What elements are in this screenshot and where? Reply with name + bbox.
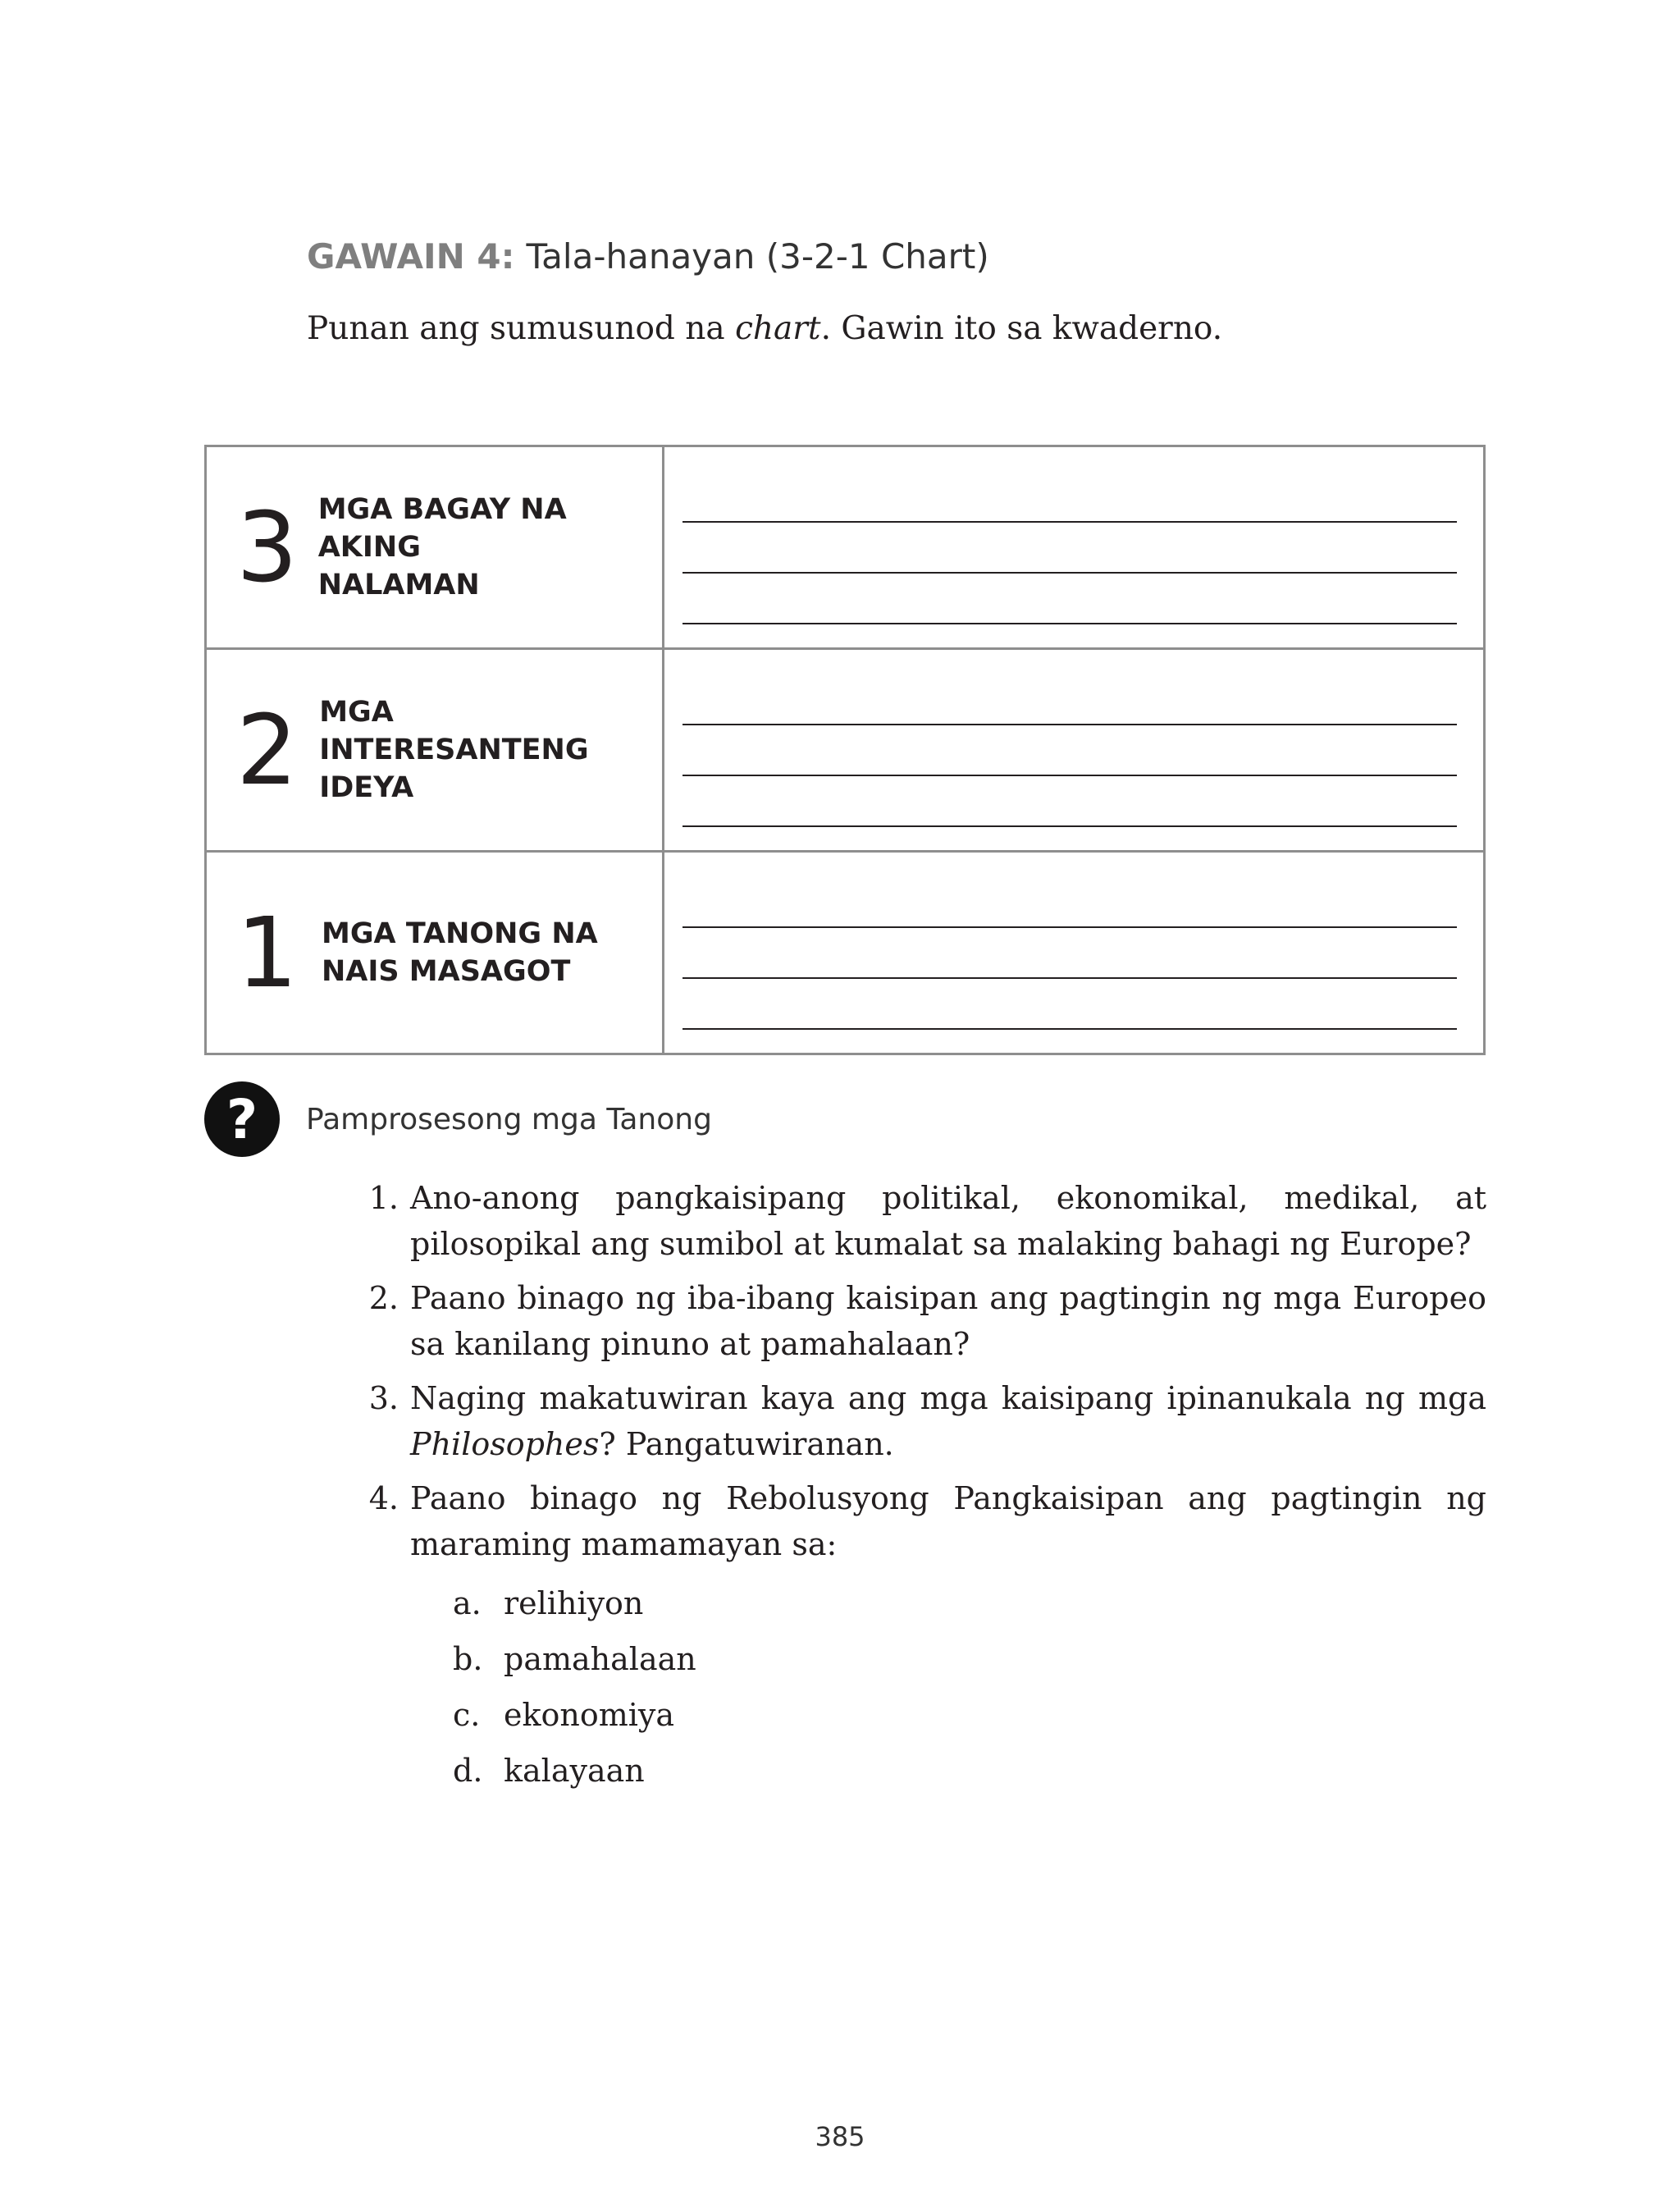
sub-item-letter: a. xyxy=(453,1585,482,1621)
writing-line xyxy=(682,725,1457,776)
instruction-italic: chart xyxy=(735,310,821,347)
chart-row-header xyxy=(206,649,664,852)
sub-item-text: pamahalaan xyxy=(504,1641,696,1677)
sub-item-text: relihiyon xyxy=(504,1585,644,1621)
question-number: 3. xyxy=(368,1380,399,1416)
writing-line xyxy=(682,674,1457,725)
writing-line xyxy=(682,523,1457,574)
row-number: 3 xyxy=(236,491,299,604)
question-number: 2. xyxy=(368,1280,399,1316)
chart-row-header xyxy=(206,446,664,649)
instruction-part: Punan ang sumusunod na xyxy=(307,310,736,347)
writing-line xyxy=(682,928,1457,979)
instruction-text xyxy=(307,310,1222,347)
processing-questions-header xyxy=(204,1081,712,1157)
writing-line xyxy=(682,574,1457,624)
question-text: Ano-anong pangkaisipang politikal, ekonomikal, medikal, at pilosopikal ang sumibol at kumalat sa malaking bahagi ng Europe? xyxy=(410,1180,1486,1262)
row-number: 1 xyxy=(236,896,299,1009)
sub-item xyxy=(453,1687,1486,1743)
question-number: 4. xyxy=(368,1480,399,1516)
sub-item-list xyxy=(453,1575,1486,1799)
chart-row xyxy=(206,446,1485,649)
list-item xyxy=(353,1275,1486,1367)
chart-row xyxy=(206,649,1485,852)
activity-heading xyxy=(307,236,989,277)
list-item xyxy=(353,1175,1486,1267)
chart-row xyxy=(206,852,1485,1054)
page-number: 385 xyxy=(815,2121,865,2152)
processing-questions-label: Pamprosesong mga Tanong xyxy=(306,1102,712,1136)
question-number: 1. xyxy=(368,1180,399,1216)
writing-line xyxy=(682,776,1457,827)
writing-line xyxy=(682,472,1457,523)
question-list xyxy=(353,1175,1486,1799)
list-item xyxy=(353,1375,1486,1467)
sub-item-letter: b. xyxy=(453,1641,483,1677)
activity-title: Tala-hanayan (3-2-1 Chart) xyxy=(526,236,989,277)
sub-item-text: kalayaan xyxy=(504,1753,645,1789)
row-label: MGA INTERESANTENG IDEYA xyxy=(319,696,589,804)
sub-item-letter: c. xyxy=(453,1697,481,1733)
writing-area xyxy=(664,852,1485,1054)
three-two-one-chart xyxy=(204,445,1486,1055)
sub-item xyxy=(453,1631,1486,1687)
row-number: 2 xyxy=(236,693,299,807)
writing-area xyxy=(664,649,1485,852)
writing-line xyxy=(682,979,1457,1030)
question-text xyxy=(410,1375,1486,1467)
question-mark-icon: ? xyxy=(204,1081,280,1157)
list-item xyxy=(353,1475,1486,1567)
writing-area xyxy=(664,446,1485,649)
sub-item-text: ekonomiya xyxy=(504,1697,675,1733)
sub-item xyxy=(453,1575,1486,1631)
row-label: MGA TANONG NA NAIS MASAGOT xyxy=(322,917,598,988)
question-text-part: Naging makatuwiran kaya ang mga kaisipang ipinanukala ng mga xyxy=(410,1380,1486,1416)
row-label: MGA BAGAY NA AKING NALAMAN xyxy=(317,493,567,601)
question-text: Paano binago ng Rebolusyong Pangkaisipan ang pagtingin ng maraming mamamayan sa: xyxy=(410,1480,1486,1562)
sub-item xyxy=(453,1743,1486,1799)
question-text-italic: Philosophes xyxy=(410,1426,600,1462)
writing-line xyxy=(682,877,1457,928)
sub-item-letter: d. xyxy=(453,1753,483,1789)
chart-row-header xyxy=(206,852,664,1054)
question-text-part: ? Pangatuwiranan. xyxy=(599,1426,894,1462)
question-text: Paano binago ng iba-ibang kaisipan ang pagtingin ng mga Europeo sa kanilang pinuno at pamahalaan? xyxy=(410,1280,1486,1362)
activity-label: GAWAIN 4: xyxy=(307,236,515,277)
instruction-part: . Gawin ito sa kwaderno. xyxy=(820,310,1223,347)
